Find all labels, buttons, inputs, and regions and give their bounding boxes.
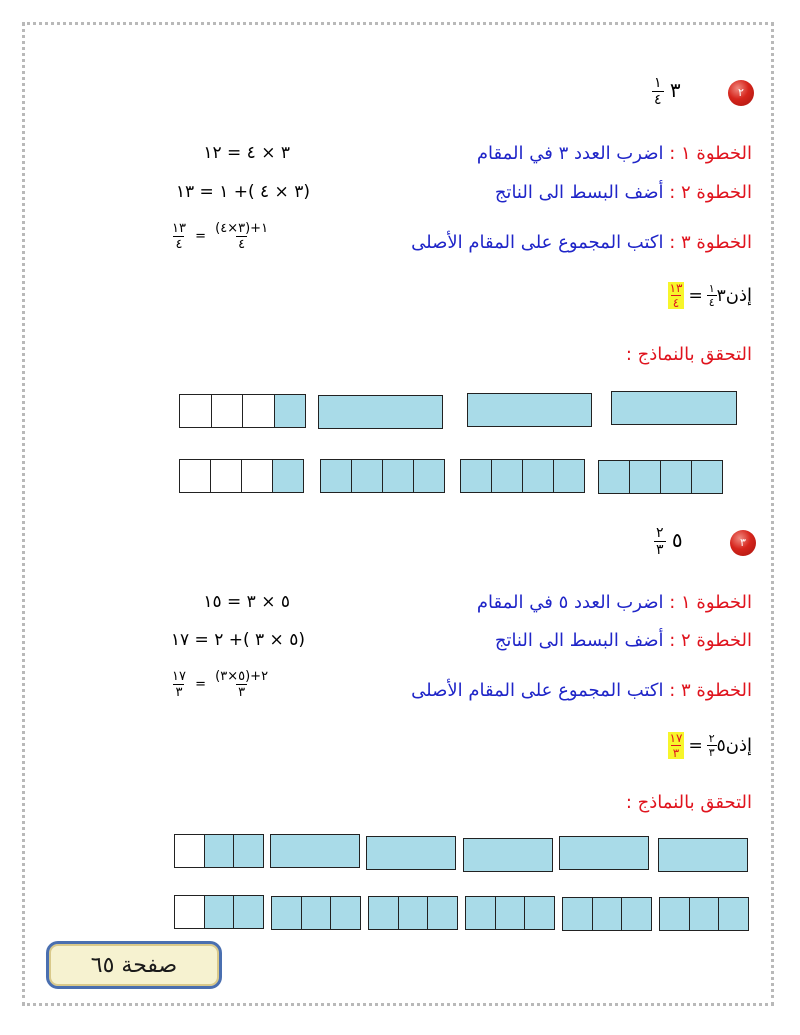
model-bar-whole: [270, 834, 360, 868]
problem-2-step-2-calc: (٣ × ٤ )+ ١ = ١٣: [175, 182, 310, 202]
step-label: الخطوة ١ :: [663, 592, 752, 613]
problem-2-conclusion: إذن ٣ $\frac{١}{٤}$ = $\frac{١٣}{٤}$: [669, 281, 752, 310]
model-bar-whole: [559, 836, 649, 870]
problem-2-step-3: [411, 232, 752, 254]
problem-3-check-label: التحقق بالنماذج :: [625, 792, 752, 813]
model-bar-whole: [366, 836, 456, 870]
heading-denominator: ٤: [654, 92, 662, 108]
heading-numerator: ١: [654, 75, 662, 91]
step-label: الخطوة ١ :: [663, 143, 752, 164]
model-bar-thirds: [368, 896, 458, 930]
page-number-text: صفحة ٦٥: [90, 952, 178, 978]
step-text: اضرب العدد ٣ في المقام: [476, 143, 664, 164]
model-bar-thirds: [562, 897, 652, 931]
conclusion-result-denominator: ٣: [672, 746, 680, 760]
problem-3-step-1-calc: ٥ × ٣ = ١٥: [203, 592, 290, 612]
problem-3-step-3: [411, 680, 752, 702]
problem-3-step-2-calc: (٥ × ٣ )+ ٢ = ١٧: [170, 630, 305, 650]
step-text: أضف البسط الى الناتج: [494, 182, 664, 203]
expr-numerator: (٥×٣)+٢: [215, 669, 269, 684]
conclusion-numerator: ١: [708, 282, 715, 295]
heading-whole: ٣: [669, 78, 681, 102]
result-numerator: ١٧: [172, 669, 186, 684]
problem-2-heading: [652, 76, 681, 107]
model-bar-quarters: [320, 459, 445, 493]
problem-3-heading: [654, 526, 683, 557]
problem-3-step-1: [477, 592, 752, 614]
model-bar-whole: [658, 838, 748, 872]
model-bar-quarter: [179, 394, 306, 428]
heading-fraction: [652, 76, 664, 107]
step-label: الخطوة ٢ :: [663, 182, 752, 203]
page-number-label: [46, 941, 222, 989]
expr-numerator: (٣×٤)+١: [215, 221, 269, 236]
problem-3-step-2: [495, 630, 752, 652]
model-bar-third: [174, 834, 264, 868]
model-bar-whole: [318, 395, 443, 429]
result-denominator: ٤: [175, 237, 183, 252]
model-bar-quarters: [598, 460, 723, 494]
model-bar-whole: [611, 391, 737, 425]
heading-whole: ٥: [671, 528, 683, 552]
model-bar-thirds: [465, 896, 555, 930]
problem-3-step-3-calc: $\frac{١٧}{٣}$ = $\frac{(٥\times ٣)+٢}{٣}$: [172, 669, 269, 700]
problem-2-step-3-calc: $\frac{١٣}{٤}$ = $\frac{(٣\times ٤)+١}{٤}$: [172, 221, 269, 252]
conclusion-prefix: إذن: [725, 734, 752, 756]
model-bar-thirds: [659, 897, 749, 931]
conclusion-denominator: ٣: [708, 746, 715, 759]
problem-2-step-1: [477, 143, 752, 165]
problem-2-check-label: التحقق بالنماذج :: [625, 344, 752, 365]
conclusion-denominator: ٤: [708, 296, 715, 309]
conclusion-result-numerator: ١٧: [669, 731, 683, 745]
step-label: الخطوة ٣ :: [663, 680, 752, 701]
conclusion-prefix: إذن: [725, 284, 752, 306]
problem-3-badge: ٣: [730, 530, 756, 556]
model-bar-thirds: [271, 896, 361, 930]
step-text: اكتب المجموع على المقام الأصلى: [411, 680, 664, 701]
step-label: الخطوة ٢ :: [663, 630, 752, 651]
conclusion-numerator: ٢: [708, 732, 715, 745]
model-bar-quarter: [179, 459, 304, 493]
problem-2-step-1-calc: ٣ × ٤ = ١٢: [203, 143, 290, 163]
model-bar-whole: [467, 393, 592, 427]
result-denominator: ٣: [175, 685, 183, 700]
model-bar-third: [174, 895, 264, 929]
conclusion-whole: ٣: [716, 285, 726, 306]
step-label: الخطوة ٣ :: [663, 232, 752, 253]
conclusion-result-denominator: ٤: [672, 296, 680, 310]
conclusion-whole: ٥: [716, 735, 726, 756]
step-text: اكتب المجموع على المقام الأصلى: [411, 232, 664, 253]
heading-denominator: ٣: [656, 542, 664, 558]
step-text: أضف البسط الى الناتج: [494, 630, 664, 651]
conclusion-result-numerator: ١٣: [669, 281, 683, 295]
expr-denominator: ٤: [238, 237, 246, 252]
step-text: اضرب العدد ٥ في المقام: [476, 592, 664, 613]
expr-denominator: ٣: [238, 685, 246, 700]
model-bar-quarters: [460, 459, 585, 493]
result-numerator: ١٣: [172, 221, 186, 236]
problem-2-badge: ٢: [728, 80, 754, 106]
heading-numerator: ٢: [656, 525, 664, 541]
model-bar-whole: [463, 838, 553, 872]
heading-fraction: [654, 526, 666, 557]
problem-3-conclusion: إذن ٥ $\frac{٢}{٣}$ = $\frac{١٧}{٣}$: [669, 731, 752, 760]
problem-2-step-2: [495, 182, 752, 204]
